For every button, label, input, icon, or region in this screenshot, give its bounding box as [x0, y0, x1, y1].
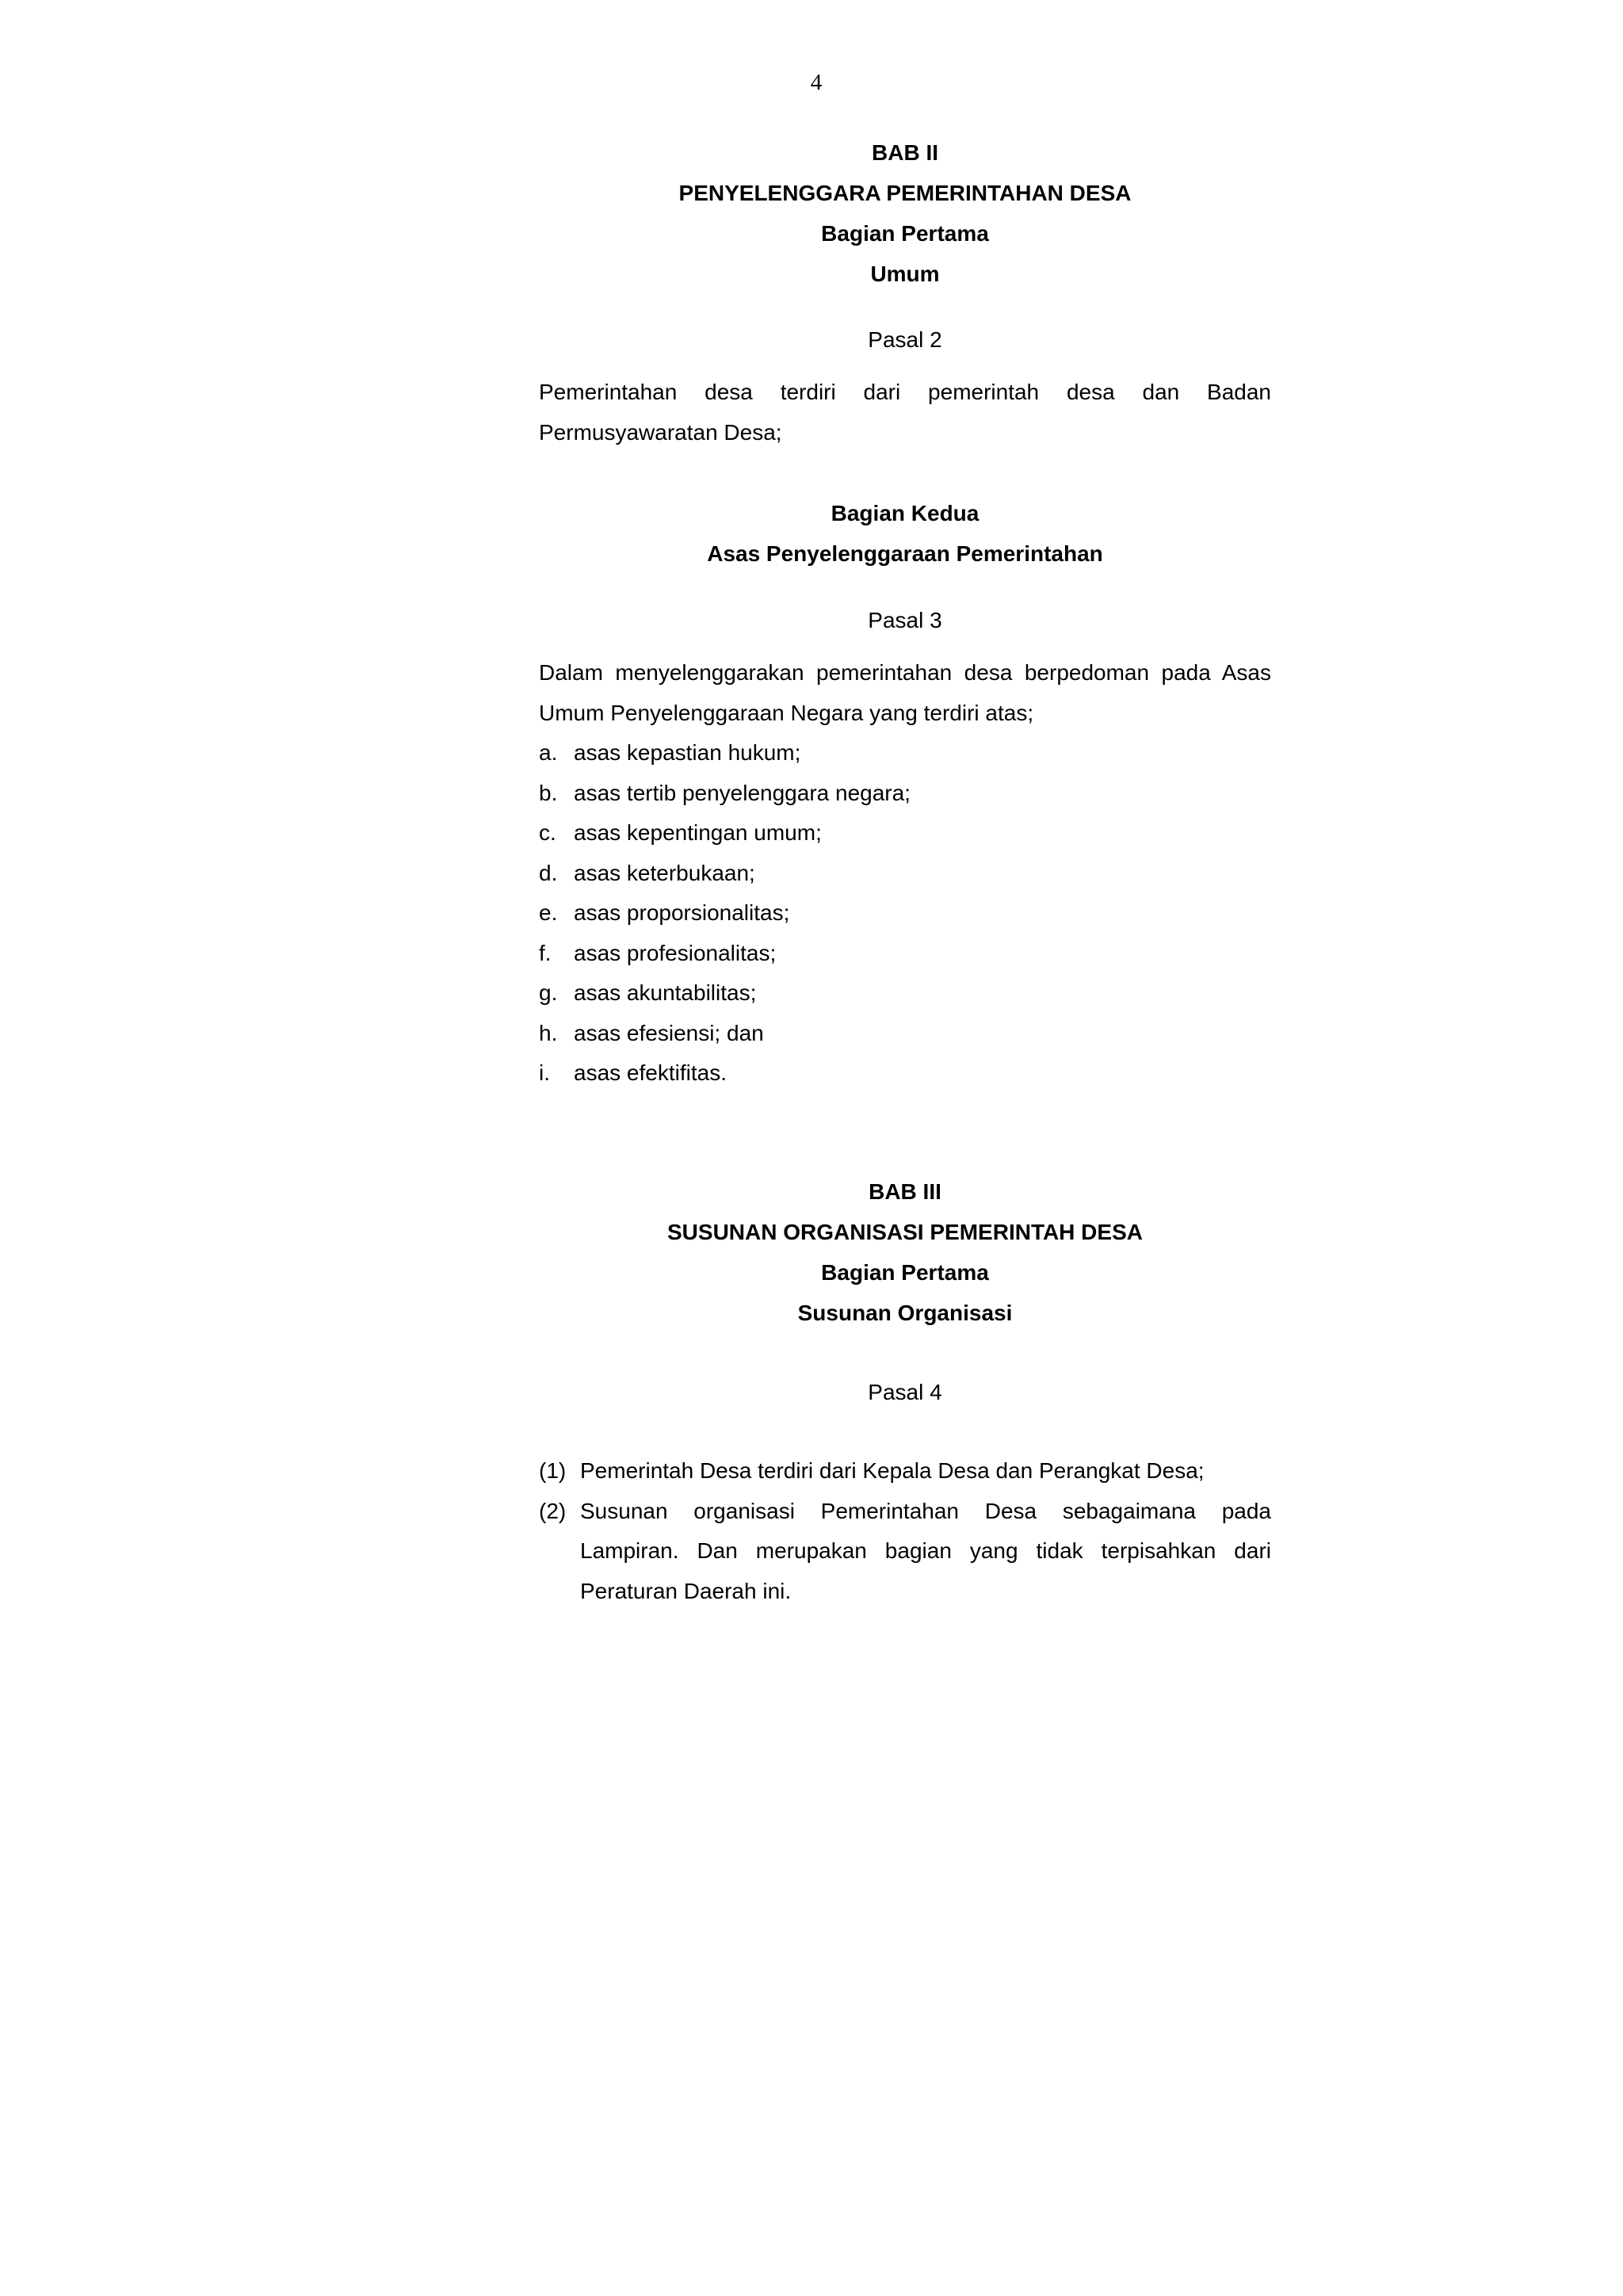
- list-marker: d.: [539, 860, 558, 885]
- page-number: 4: [810, 70, 823, 95]
- list-item: [539, 733, 1271, 774]
- pasal-2-text-block: [539, 372, 1271, 453]
- section-title: Asas Penyelenggaraan Pemerintahan: [707, 541, 1103, 566]
- bagian-kedua-heading-block: [539, 493, 1271, 574]
- list-marker: f.: [539, 940, 552, 965]
- list-marker: b.: [539, 780, 558, 805]
- list-item: [539, 774, 1271, 814]
- list-marker: (1): [539, 1458, 567, 1483]
- bab-ii-heading-block: [539, 132, 1271, 294]
- list-item-text: asas proporsionalitas;: [574, 900, 790, 925]
- list-item: [539, 1014, 1271, 1054]
- list-item-text: asas akuntabilitas;: [574, 980, 757, 1005]
- section-title: Umum: [870, 262, 940, 286]
- article-number: Pasal 4: [868, 1380, 942, 1404]
- chapter-title: SUSUNAN ORGANISASI PEMERINTAH DESA: [667, 1220, 1143, 1244]
- list-item-text: asas tertib penyelenggara negara;: [574, 780, 911, 805]
- list-marker: c.: [539, 820, 556, 845]
- list-item: [539, 1492, 1271, 1612]
- principles-list: [539, 733, 1271, 1094]
- chapter-title: PENYELENGGARA PEMERINTAHAN DESA: [678, 181, 1132, 205]
- article-number: Pasal 3: [868, 608, 942, 632]
- pasal-4-body: [539, 1451, 1271, 1611]
- chapter-label: BAB II: [872, 140, 938, 165]
- list-marker: i.: [539, 1060, 550, 1085]
- bab-iii-heading-block: [539, 1171, 1271, 1333]
- article-intro: Dalam menyelenggarakan pemerintahan desa berpedoman pada Asas Umum Penyelenggaraan Negara yang terdiri atas;: [539, 660, 1271, 725]
- list-marker: e.: [539, 900, 558, 925]
- pasal-4-block: [539, 1372, 1271, 1412]
- list-marker: g.: [539, 980, 558, 1005]
- list-item-text: asas efesiensi; dan: [574, 1020, 764, 1045]
- section-label: Bagian Pertama: [821, 1260, 989, 1285]
- list-item: [539, 1053, 1271, 1094]
- section-title: Susunan Organisasi: [797, 1301, 1013, 1325]
- article-number: Pasal 2: [868, 327, 942, 352]
- list-item-text: asas efektifitas.: [574, 1060, 727, 1085]
- chapter-label: BAB III: [869, 1179, 941, 1204]
- list-item-text: asas kepentingan umum;: [574, 820, 822, 845]
- list-item: [539, 973, 1271, 1014]
- article-text: Pemerintahan desa terdiri dari pemerintah desa dan Badan Permusyawaratan Desa;: [539, 380, 1271, 445]
- list-marker: h.: [539, 1020, 558, 1045]
- list-item-text: Pemerintah Desa terdiri dari Kepala Desa dan Perangkat Desa;: [580, 1458, 1205, 1483]
- section-label: Bagian Kedua: [831, 501, 980, 525]
- list-item-text: asas profesionalitas;: [574, 940, 777, 965]
- list-item: [539, 1451, 1271, 1492]
- list-item-text: asas kepastian hukum;: [574, 740, 801, 765]
- list-item: [539, 854, 1271, 894]
- list-marker: a.: [539, 740, 558, 765]
- pasal-3-body: [539, 653, 1271, 1094]
- list-item-text: Susunan organisasi Pemerintahan Desa sebagaimana pada Lampiran. Dan merupakan bagian yang tidak terpisahkan dari Peraturan Daerah ini.: [580, 1498, 1271, 1603]
- section-label: Bagian Pertama: [821, 221, 989, 246]
- list-item: [539, 813, 1271, 854]
- list-item: [539, 893, 1271, 934]
- pasal-3-block: [539, 600, 1271, 640]
- list-item: [539, 934, 1271, 974]
- list-item-text: asas keterbukaan;: [574, 860, 755, 885]
- list-marker: (2): [539, 1498, 567, 1523]
- pasal-2-block: [539, 319, 1271, 360]
